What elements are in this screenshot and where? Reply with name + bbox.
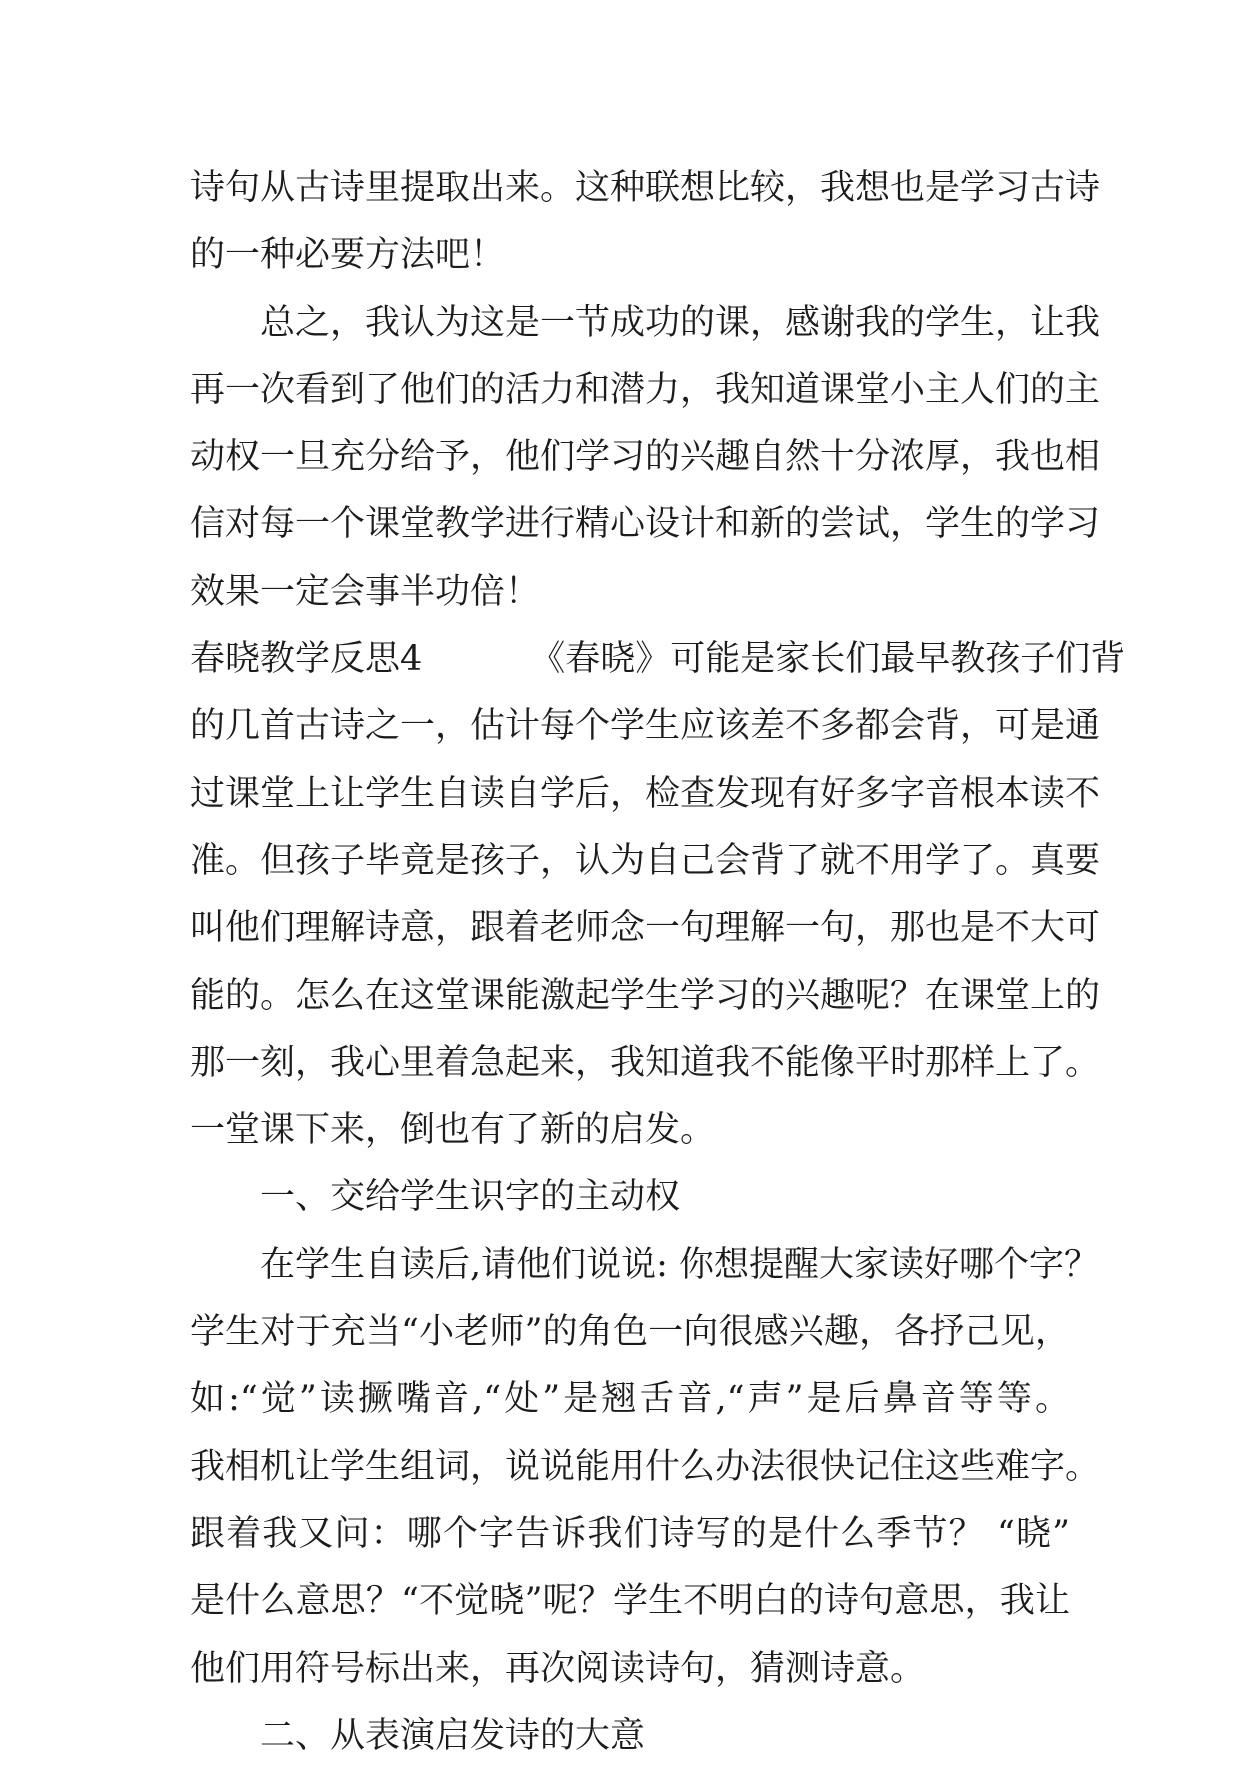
text-line: 跟着我又问：哪个字告诉我们诗写的是什么季节？ “晓” [190,1513,1070,1554]
text-line: 诗句从古诗里提取出来。这种联想比较，我想也是学习古诗 [190,168,1101,208]
text-line: 的一种必要方法吧！ [190,235,506,276]
text-line: 效果一定会事半功倍！ [190,571,541,612]
text-line: 学生对于充当“小老师”的角色一向很感兴趣，各抒己见， [190,1312,1070,1353]
subheading-line: 一、交给学生识字的主动权 [260,1177,681,1218]
text-line: 准。但孩子毕竟是孩子，认为自己会背了就不用学了。真要 [190,840,1101,881]
section-heading: 春晓教学反思4 [190,639,423,680]
text-line: 如:“觉”读撅嘴音,“处”是翘舌音,“声”是后鼻音等等。 [190,1379,1070,1420]
text-line: 再一次看到了他们的活力和潜力，我知道课堂小主人们的主 [190,369,1101,410]
text-line: 在学生自读后,请他们说说: 你想提醒大家读好哪个字？ [260,1244,1100,1285]
text-line: 我相机让学生组词，说说能用什么办法很快记住这些难字。 [190,1446,1101,1487]
document-body [190,155,1126,1770]
text-span: 《春晓》可能是家长们最早教孩子们背 [530,639,1126,680]
text-line: 叫他们理解诗意，跟着老师念一句理解一句，那也是不大可 [190,908,1101,949]
text-line: 那一刻，我心里着急起来，我知道我不能像平时那样上了。 [190,1042,1101,1083]
text-line: 他们用符号标出来，再次阅读诗句，猜测诗意。 [190,1648,926,1689]
text-line: 能的。怎么在这堂课能激起学生学习的兴趣呢？在课堂上的 [190,975,1101,1016]
text-line: 一堂课下来，倒也有了新的启发。 [190,1110,716,1151]
subheading-line: 二、从表演启发诗的大意 [260,1715,646,1756]
text-line: 信对每一个课堂教学进行精心设计和新的尝试，学生的学习 [190,504,1101,545]
text-line-with-heading [190,626,1126,693]
text-line: 动权一旦充分给予，他们学习的兴趣自然十分浓厚，我也相 [190,437,1101,478]
text-line: 是什么意思？“不觉晓”呢？学生不明白的诗句意思，我让 [190,1581,1070,1622]
text-line: 过课堂上让学生自读自学后，检查发现有好多字音根本读不 [190,773,1101,814]
text-line: 的几首古诗之一，估计每个学生应该差不多都会背，可是通 [190,706,1101,747]
text-line: 总之，我认为这是一节成功的课，感谢我的学生，让我 [260,302,1101,343]
